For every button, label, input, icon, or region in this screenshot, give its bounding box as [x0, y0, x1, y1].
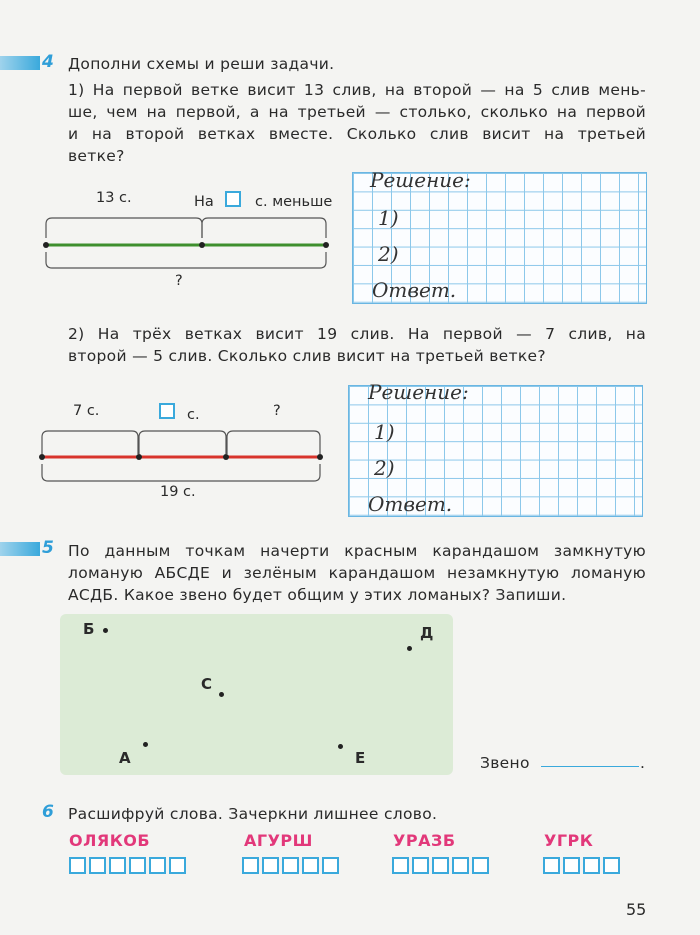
- solution-step-1: 1): [374, 420, 395, 444]
- scheme-label-first: 7 с.: [73, 403, 100, 419]
- problem-text-line: ше, чем на первой, а на третьей — столько, сколько на первой: [68, 103, 646, 121]
- point-label-d: Д: [420, 624, 434, 642]
- scrambled-word: ОЛЯКОБ: [69, 831, 151, 850]
- brace-top-third: [227, 431, 320, 454]
- point-d[interactable]: [407, 646, 412, 651]
- brace-top-second: [202, 218, 326, 238]
- task-number: 5: [42, 538, 54, 558]
- scrambled-word: УРАЗБ: [393, 831, 456, 850]
- brace-bottom: [46, 252, 326, 268]
- brace-top-first: [46, 218, 202, 238]
- task-marker-bar: [0, 56, 40, 70]
- solution-step-2: 2): [378, 242, 399, 266]
- solution-step-1: 1): [378, 206, 399, 230]
- problem-text-line: 2) На трёх ветках висит 19 слив. На первой — 7 слив, на: [68, 325, 646, 343]
- problem-text-line: и на второй ветках вместе. Сколько слив висит на третьей: [68, 125, 646, 143]
- brace-bottom: [42, 464, 320, 481]
- letter-boxes[interactable]: [392, 857, 492, 874]
- point-label-b: Б: [83, 620, 95, 638]
- answer-square[interactable]: [225, 191, 241, 207]
- solution-title: Решение:: [370, 168, 471, 192]
- scheme-label-na: На: [194, 194, 214, 210]
- brace-top-second: [139, 431, 226, 454]
- segment-point: [317, 454, 323, 460]
- answer-square[interactable]: [159, 403, 175, 419]
- segment-point: [39, 454, 45, 460]
- point-a[interactable]: [143, 742, 148, 747]
- solution-answer: Ответ.: [372, 278, 457, 302]
- problem-text-line: ломаную АБСДЕ и зелёным карандашом незамкнутую ломаную: [68, 564, 646, 582]
- scheme-label-third: ?: [273, 403, 281, 419]
- scheme-label-less: с. меньше: [255, 194, 333, 210]
- link-label: Звено: [480, 754, 530, 772]
- problem-text-line: 1) На первой ветке висит 13 слив, на второй — на 5 слив мень-: [68, 81, 646, 99]
- solution-title: Решение:: [368, 380, 469, 404]
- point-b[interactable]: [103, 628, 108, 633]
- link-end: .: [640, 754, 646, 772]
- link-answer-line[interactable]: [541, 766, 639, 767]
- point-c[interactable]: [219, 692, 224, 697]
- segment-scheme-1: [40, 212, 335, 272]
- point-label-c: С: [201, 675, 213, 693]
- scrambled-word: АГУРШ: [244, 831, 313, 850]
- point-label-a: А: [119, 749, 131, 767]
- letter-boxes[interactable]: [543, 857, 623, 874]
- segment-point: [136, 454, 142, 460]
- segment-point: [199, 242, 205, 248]
- brace-top-first: [42, 431, 138, 454]
- task-marker-bar: [0, 542, 40, 556]
- scheme-label-first: 13 с.: [96, 190, 132, 206]
- point-label-e: Е: [355, 749, 366, 767]
- segment-point: [43, 242, 49, 248]
- letter-boxes[interactable]: [242, 857, 342, 874]
- scrambled-word: УГРК: [544, 831, 594, 850]
- problem-text-line: АСДБ. Какое звено будет общим у этих ломаных? Запиши.: [68, 586, 567, 604]
- segment-point: [323, 242, 329, 248]
- segment-scheme-2: [36, 426, 328, 486]
- scheme-total: 19 с.: [160, 484, 196, 500]
- task-heading: Расшифруй слова. Зачеркни лишнее слово.: [68, 805, 438, 823]
- problem-text-line: второй — 5 слив. Сколько слив висит на третьей ветке?: [68, 347, 546, 365]
- segment-point: [223, 454, 229, 460]
- letter-boxes[interactable]: [69, 857, 189, 874]
- scheme-question: ?: [175, 273, 183, 289]
- task-heading: Дополни схемы и реши задачи.: [68, 55, 335, 73]
- solution-step-2: 2): [374, 456, 395, 480]
- problem-text-line: ветке?: [68, 147, 125, 165]
- page-number: 55: [626, 900, 647, 919]
- task-number: 6: [42, 802, 54, 822]
- solution-answer: Ответ.: [368, 492, 453, 516]
- problem-text-line: По данным точкам начерти красным карандашом замкнутую: [68, 542, 646, 560]
- scheme-label-second: с.: [187, 407, 200, 423]
- task-number: 4: [42, 52, 54, 72]
- point-e[interactable]: [338, 744, 343, 749]
